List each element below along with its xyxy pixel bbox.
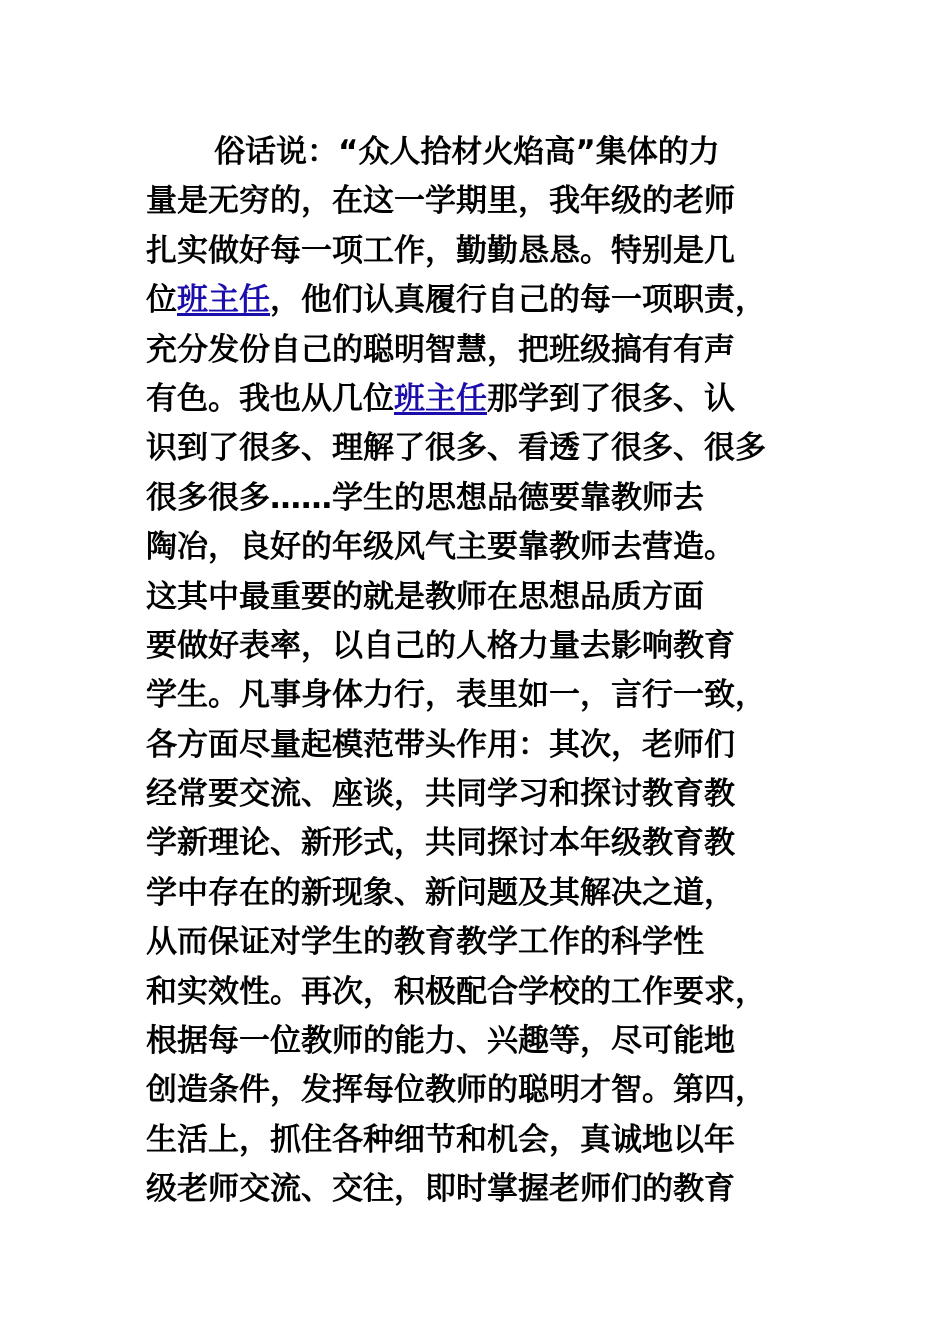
paragraph-line [146, 128, 846, 177]
text-segment: 位 [146, 282, 177, 319]
paragraph-line [146, 671, 846, 720]
text-segment: 有色。我也从几位 [146, 380, 394, 417]
text-segment: 陶冶，良好的年级风气主要靠教师去营造。 [146, 529, 735, 566]
paragraph-line [146, 573, 846, 622]
paragraph-line [146, 375, 846, 424]
paragraph-line [146, 276, 846, 325]
paragraph-line [146, 326, 846, 375]
text-segment: 学生。凡事身体力行，表里如一，言行一致， [146, 677, 766, 714]
paragraph-line [146, 918, 846, 967]
paragraph-line [146, 474, 846, 523]
paragraph-line [146, 523, 846, 572]
body-paragraph [146, 128, 846, 1215]
text-segment: 和实效性。再次，积极配合学校的工作要求， [146, 973, 766, 1010]
text-segment: 各方面尽量起模范带头作用：其次，老师们 [146, 726, 735, 763]
paragraph-line [146, 968, 846, 1017]
text-segment: 俗话说：“众人拾材火焰高”集体的力 [214, 134, 720, 170]
paragraph-line [146, 1165, 846, 1214]
text-segment: 根据每一位教师的能力、兴趣等，尽可能地 [146, 1023, 735, 1060]
text-segment: 学新理论、新形式，共同探讨本年级教育教 [146, 825, 735, 862]
text-segment: 生活上，抓住各种细节和机会，真诚地以年 [146, 1121, 735, 1158]
text-segment: 很多很多……学生的思想品德要靠教师去 [146, 479, 704, 516]
text-segment: 级老师交流、交往，即时掌握老师们的教育 [146, 1171, 735, 1208]
paragraph-line [146, 1116, 846, 1165]
paragraph-line [146, 1066, 846, 1115]
text-segment: 这其中最重要的就是教师在思想品质方面 [146, 578, 704, 615]
head-teacher-link[interactable]: 班主任 [177, 282, 270, 319]
text-segment: ，他们认真履行自己的每一项职责， [270, 282, 766, 319]
text-segment: 量是无穷的，在这一学期里，我年级的老师 [146, 183, 735, 220]
paragraph-line [146, 1017, 846, 1066]
text-segment: 扎实做好每一项工作，勤勤恳恳。特别是几 [146, 232, 735, 269]
paragraph-line [146, 819, 846, 868]
paragraph-line [146, 869, 846, 918]
head-teacher-link[interactable]: 班主任 [394, 380, 487, 417]
text-segment: 从而保证对学生的教育教学工作的科学性 [146, 924, 704, 961]
paragraph-line [146, 227, 846, 276]
text-segment: 充分发份自己的聪明智慧，把班级搞有有声 [146, 331, 735, 368]
text-segment: 创造条件，发挥每位教师的聪明才智。第四， [146, 1072, 766, 1109]
text-segment: 要做好表率，以自己的人格力量去影响教育 [146, 627, 735, 664]
paragraph-line [146, 770, 846, 819]
paragraph-line [146, 177, 846, 226]
text-segment: 经常要交流、座谈，共同学习和探讨教育教 [146, 776, 735, 813]
text-segment: 识到了很多、理解了很多、看透了很多、很多 [146, 430, 766, 467]
text-segment: 学中存在的新现象、新问题及其解决之道， [146, 874, 735, 911]
paragraph-line [146, 721, 846, 770]
paragraph-line [146, 424, 846, 473]
paragraph-line [146, 622, 846, 671]
text-segment: 那学到了很多、认 [487, 380, 735, 417]
